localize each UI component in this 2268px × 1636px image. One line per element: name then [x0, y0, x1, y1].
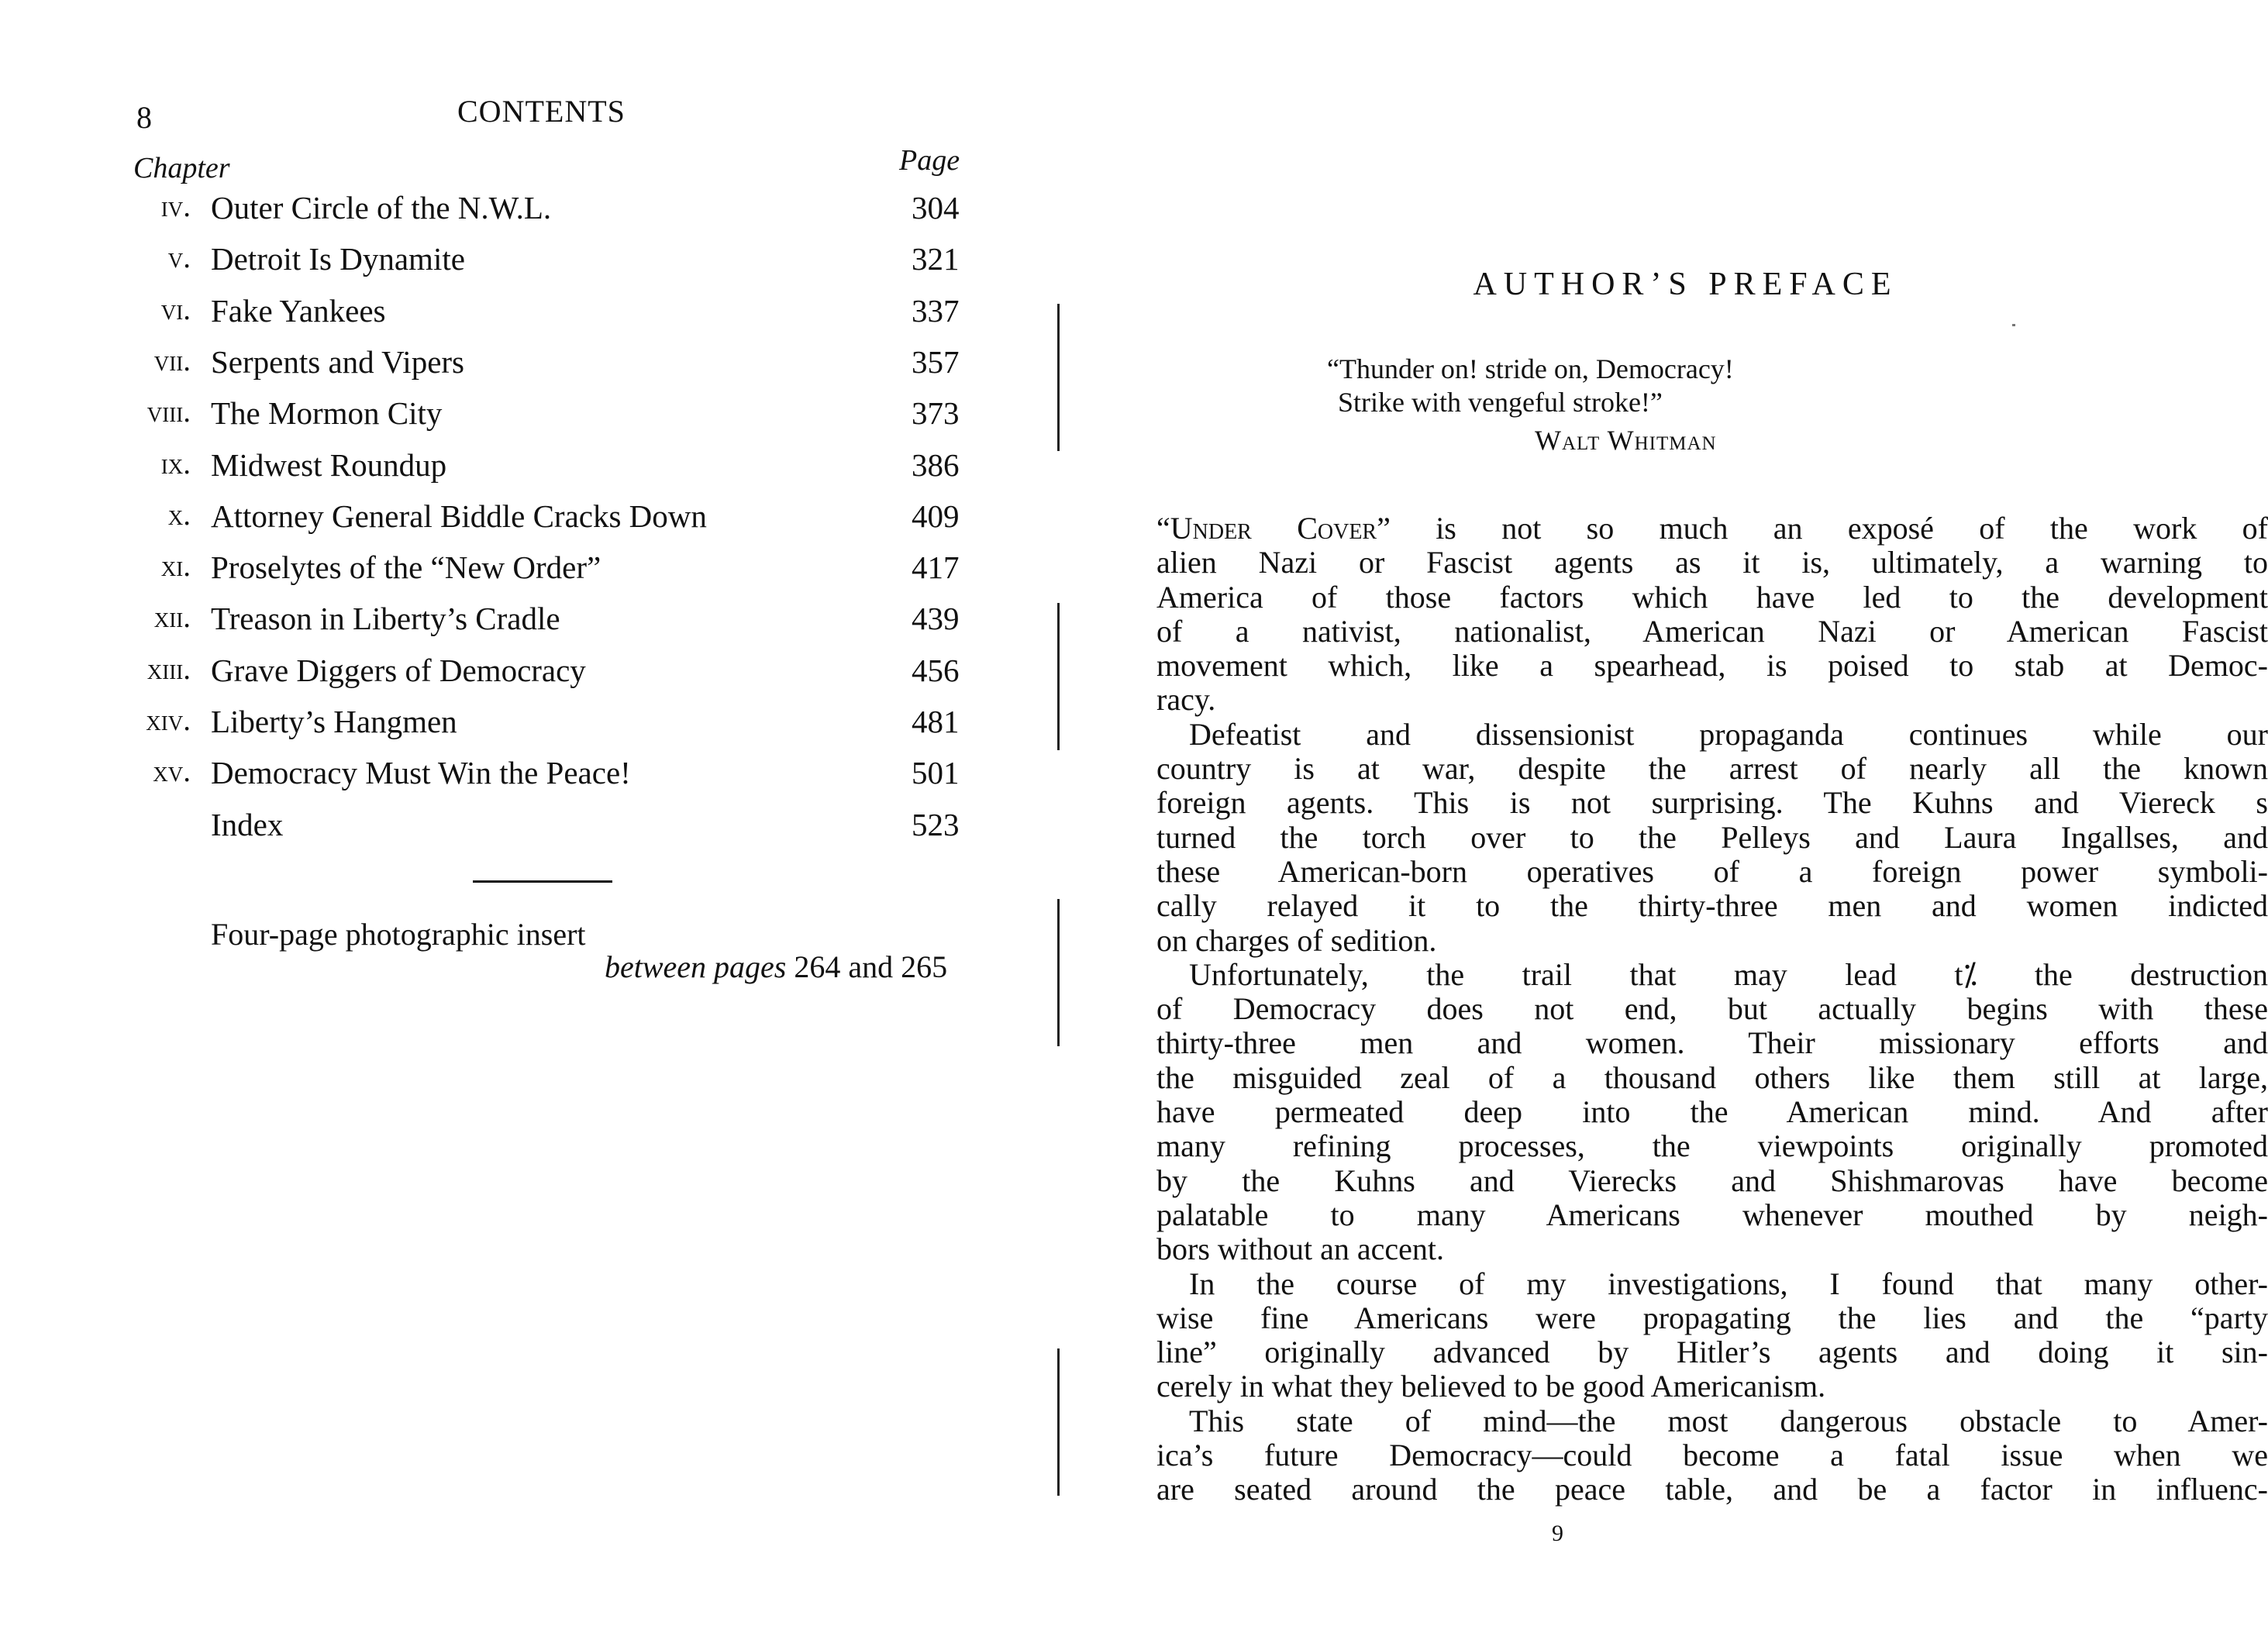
chapter-number: xi.: [160, 549, 191, 584]
text-line: foreign agents. This is not surprising. The Kuhns and Viereck s: [1156, 785, 2268, 821]
toc-entry: [0, 600, 1051, 651]
chapter-number: vii.: [153, 343, 191, 377]
chapter-title: Fake Yankees: [211, 292, 386, 329]
chapter-title: Proselytes of the “New Order”: [211, 549, 601, 586]
chapter-number: iv.: [160, 190, 191, 223]
text-line: movement which, like a spearhead, is poised to stab at Democ-: [1156, 648, 2268, 684]
chapter-page: 439: [912, 601, 960, 637]
text-line: alien Nazi or Fascist agents as it is, ultimately, a warning to: [1156, 545, 2268, 580]
text-line: Unfortunately, the trail that may lead t⁒ the destruction: [1189, 956, 2268, 992]
text-line: country is at war, despite the arrest of nearly all the known: [1156, 751, 2268, 787]
chapter-title: Index: [211, 806, 284, 842]
chapter-number: x.: [167, 498, 191, 532]
text-line: of Democracy does not end, but actually begins with these: [1156, 991, 2268, 1027]
chapter-page: 321: [912, 241, 960, 277]
divider-rule: [473, 880, 612, 883]
chapter-page: 501: [912, 755, 960, 791]
toc-entry: [0, 240, 1051, 291]
toc-entry: [0, 343, 1051, 394]
left-page: [0, 0, 1051, 1636]
text-line: In the course of my investigations, I found that many other-: [1189, 1266, 2268, 1301]
chapter-page: 456: [912, 652, 960, 688]
chapter-page: 386: [912, 446, 960, 483]
chapter-title: Liberty’s Hangmen: [211, 704, 457, 739]
chapter-page: 417: [912, 549, 960, 586]
epigraph: [1327, 353, 1734, 456]
toc-entry: [0, 549, 1051, 600]
chapter-title: Detroit Is Dynamite: [211, 241, 465, 277]
toc-entry: [0, 189, 1051, 240]
text-line: cerely in what they believed to be good Americanism.: [1156, 1369, 1826, 1404]
text-line: by the Kuhns and Vierecks and Shishmarovas have become: [1156, 1162, 2268, 1198]
right-page: [1051, 0, 2268, 1636]
chapter-number: xii.: [153, 601, 191, 635]
chapter-title: Grave Diggers of Democracy: [211, 652, 586, 688]
text-line: line” originally advanced by Hitler’s agents and doing it sin-: [1156, 1335, 2268, 1370]
page-number: 8: [136, 100, 152, 135]
epigraph-attribution: Walt Whitman: [1535, 425, 1717, 456]
toc-entry: [0, 446, 1051, 498]
chapter-number: ix.: [160, 446, 191, 480]
text-line: these American-born operatives of a foreign power symboli-: [1156, 853, 2268, 889]
stray-mark: [2012, 324, 2015, 326]
text-line: thirty-three men and women. Their missionary efforts and: [1156, 1025, 2268, 1061]
toc-entry: [0, 703, 1051, 754]
page-number: 9: [1552, 1521, 1563, 1546]
text-line: turned the torch over to the Pelleys and Laura Ingallses, and: [1156, 819, 2268, 855]
text-line: are seated around the peace table, and be a factor in influenc-: [1156, 1472, 2268, 1507]
toc-entry: [0, 754, 1051, 805]
chapter-title: Outer Circle of the N.W.L.: [211, 190, 552, 226]
chapter-title: Treason in Liberty’s Cradle: [211, 601, 560, 637]
chapter-number: xiii.: [146, 652, 191, 686]
text-line: racy.: [1156, 682, 1216, 718]
text-line: Defeatist and dissensionist propaganda continues while our: [1189, 716, 2268, 752]
insert-note-line1: Four-page photographic insert: [211, 917, 586, 952]
text-line: many refining processes, the viewpoints originally promoted: [1156, 1128, 2268, 1164]
toc-entry: [0, 498, 1051, 549]
toc-entry: [0, 806, 1051, 857]
insert-note-pages: 264 and 265: [786, 949, 948, 984]
chapter-title: The Mormon City: [211, 395, 443, 432]
text-line: palatable to many Americans whenever mouthed by neigh-: [1156, 1197, 2268, 1232]
text-line: the misguided zeal of a thousand others like them still at large,: [1156, 1059, 2268, 1095]
text-line: on charges of sedition.: [1156, 922, 1437, 958]
chapter-number: vi.: [160, 292, 191, 326]
insert-note-line2: [605, 949, 947, 985]
small-caps-title: “Under Cover”: [1156, 511, 1391, 546]
chapter-page: 523: [912, 806, 960, 842]
text-line: of a nativist, nationalist, American Nazi or American Fascist: [1156, 613, 2268, 649]
preface-title: AUTHOR’S PREFACE: [1473, 267, 1898, 302]
chapter-page: 357: [912, 343, 960, 380]
text-line: ica’s future Democracy—could become a fatal issue when we: [1156, 1438, 2268, 1473]
chapter-page: 481: [912, 704, 960, 739]
chapter-page: 304: [912, 190, 960, 226]
chapter-page: 337: [912, 292, 960, 329]
toc-entry: [0, 292, 1051, 343]
toc-entry: [0, 652, 1051, 703]
text-line: This state of mind—the most dangerous obstacle to Amer-: [1189, 1403, 2268, 1438]
text-line: America of those factors which have led to the development: [1156, 579, 2268, 615]
chapter-column-label: Chapter: [133, 152, 230, 184]
text-line: bors without an accent.: [1156, 1231, 1444, 1267]
chapter-number: xv.: [153, 755, 191, 789]
chapter-title: Midwest Roundup: [211, 446, 447, 483]
text-line: cally relayed it to the thirty-three men and women indicted: [1156, 888, 2268, 924]
epigraph-line: “Thunder on! stride on, Democracy!: [1327, 353, 1734, 384]
chapter-page: 409: [912, 498, 960, 534]
running-head: CONTENTS: [457, 94, 626, 129]
chapter-title: Serpents and Vipers: [211, 343, 464, 380]
chapter-number: v.: [167, 241, 191, 275]
text-line: wise fine Americans were propagating the lies and the “party: [1156, 1300, 2268, 1335]
chapter-title: Attorney General Biddle Cracks Down: [211, 498, 707, 534]
epigraph-line: Strike with vengeful stroke!”: [1338, 387, 1663, 418]
chapter-title: Democracy Must Win the Peace!: [211, 755, 631, 791]
text-line: “Under Cover” is not so much an exposé of the work of: [1156, 511, 2268, 546]
chapter-page: 373: [912, 395, 960, 432]
chapter-number: viii.: [146, 395, 191, 429]
insert-note-italic: between pages: [605, 949, 787, 984]
chapter-number: xiv.: [146, 704, 191, 737]
preface-body: [1156, 511, 2268, 1507]
toc-entry: [0, 394, 1051, 446]
text-line: have permeated deep into the American mind. And after: [1156, 1094, 2268, 1130]
page-column-label: Page: [899, 144, 960, 177]
